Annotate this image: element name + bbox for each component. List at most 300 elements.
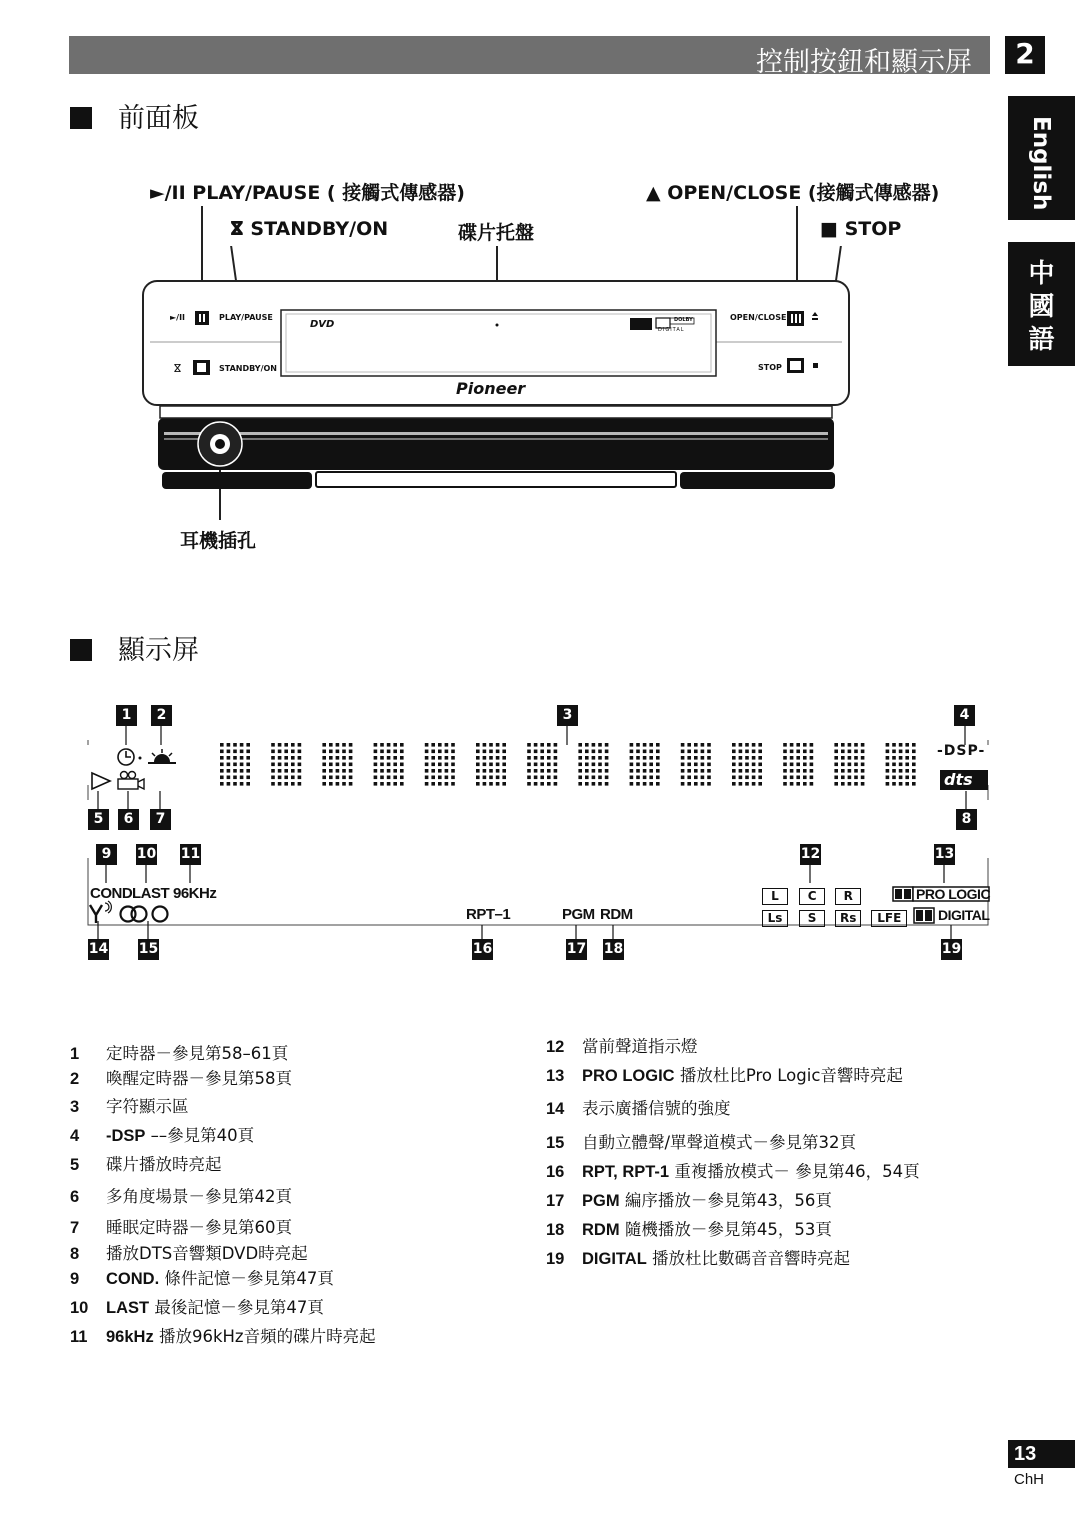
char-dot bbox=[592, 769, 596, 773]
char-dot bbox=[643, 776, 647, 780]
section-display: 顯示屏 bbox=[70, 628, 199, 667]
char-dot bbox=[554, 750, 558, 754]
char-dot bbox=[483, 750, 487, 754]
char-dot bbox=[605, 776, 609, 780]
legend-item-10 bbox=[70, 1294, 324, 1318]
char-dot bbox=[636, 763, 640, 767]
char-dot bbox=[643, 769, 647, 773]
char-dot bbox=[899, 756, 903, 760]
legend-text: 表示廣播信號的強度 bbox=[582, 1099, 731, 1118]
char-dot bbox=[534, 756, 538, 760]
char-dot bbox=[649, 756, 653, 760]
char-dot bbox=[796, 756, 800, 760]
char-dot bbox=[783, 782, 787, 786]
char-dot bbox=[585, 769, 589, 773]
char-dot bbox=[810, 776, 814, 780]
char-dot bbox=[739, 776, 743, 780]
char-dot bbox=[540, 750, 544, 754]
char-dot bbox=[694, 776, 698, 780]
channel-S: S bbox=[799, 910, 825, 927]
char-dot bbox=[400, 750, 404, 754]
char-dot bbox=[854, 776, 858, 780]
char-dot bbox=[554, 756, 558, 760]
char-dot bbox=[547, 750, 551, 754]
char-dot bbox=[649, 776, 653, 780]
char-dot bbox=[291, 756, 295, 760]
legend-text: 睡眠定時器－參見第60頁 bbox=[106, 1218, 292, 1237]
char-dot bbox=[554, 743, 558, 747]
char-dot bbox=[656, 776, 660, 780]
char-dot bbox=[278, 743, 282, 747]
char-dot bbox=[707, 776, 711, 780]
char-dot bbox=[810, 763, 814, 767]
char-dot bbox=[796, 743, 800, 747]
char-dot bbox=[554, 769, 558, 773]
legend-number: 1 bbox=[70, 1045, 80, 1063]
char-dot bbox=[732, 756, 736, 760]
char-dot bbox=[547, 769, 551, 773]
char-dot bbox=[752, 743, 756, 747]
char-dot bbox=[861, 743, 865, 747]
char-dot bbox=[687, 756, 691, 760]
char-dot bbox=[496, 776, 500, 780]
legend-bold: PRO LOGIC bbox=[582, 1067, 675, 1085]
char-dot bbox=[592, 750, 596, 754]
char-dot bbox=[732, 763, 736, 767]
char-dot bbox=[643, 750, 647, 754]
legend-bold: 96kHz bbox=[106, 1328, 154, 1346]
display-rdm: RDM bbox=[600, 906, 633, 923]
char-dot bbox=[656, 750, 660, 754]
char-dot bbox=[886, 756, 890, 760]
page-lang: ChH bbox=[1014, 1471, 1045, 1488]
char-dot bbox=[905, 750, 909, 754]
char-dot bbox=[387, 743, 391, 747]
char-dot bbox=[886, 763, 890, 767]
char-dot bbox=[643, 756, 647, 760]
char-dot bbox=[233, 769, 237, 773]
char-dot bbox=[445, 763, 449, 767]
char-dot bbox=[496, 763, 500, 767]
char-dot bbox=[336, 763, 340, 767]
char-dot bbox=[380, 750, 384, 754]
char-dot bbox=[886, 750, 890, 754]
char-dot bbox=[476, 782, 480, 786]
char-dot bbox=[649, 750, 653, 754]
legend-number: 19 bbox=[546, 1250, 565, 1268]
char-dot bbox=[598, 782, 602, 786]
char-dot bbox=[227, 743, 231, 747]
char-dot bbox=[810, 769, 814, 773]
char-dot bbox=[425, 743, 429, 747]
device-dolby-text: DOLBY bbox=[674, 317, 693, 323]
char-dot bbox=[739, 750, 743, 754]
char-dot bbox=[841, 756, 845, 760]
char-dot bbox=[425, 769, 429, 773]
char-dot bbox=[540, 756, 544, 760]
char-dot bbox=[233, 782, 237, 786]
legend-number: 9 bbox=[70, 1270, 80, 1288]
char-dot bbox=[547, 776, 551, 780]
char-dot bbox=[227, 782, 231, 786]
char-dot bbox=[240, 776, 244, 780]
char-dot bbox=[438, 756, 442, 760]
char-dot bbox=[656, 782, 660, 786]
char-dot bbox=[905, 763, 909, 767]
callout-17: 17 bbox=[566, 939, 587, 960]
char-dot bbox=[841, 769, 845, 773]
char-dot bbox=[687, 743, 691, 747]
char-dot bbox=[681, 756, 685, 760]
char-dot bbox=[233, 763, 237, 767]
char-dot bbox=[752, 756, 756, 760]
char-dot bbox=[438, 743, 442, 747]
char-dot bbox=[592, 756, 596, 760]
char-dot bbox=[790, 782, 794, 786]
char-dot bbox=[393, 750, 397, 754]
char-dot bbox=[605, 782, 609, 786]
char-dot bbox=[636, 776, 640, 780]
char-dot bbox=[636, 769, 640, 773]
legend-text: 編序播放－參見第43，56頁 bbox=[624, 1191, 832, 1210]
char-dot bbox=[810, 782, 814, 786]
char-dot bbox=[681, 776, 685, 780]
char-dot bbox=[841, 776, 845, 780]
char-dot bbox=[246, 743, 250, 747]
legend-item-11 bbox=[70, 1323, 376, 1347]
char-dot bbox=[329, 763, 333, 767]
legend-number: 7 bbox=[70, 1219, 80, 1237]
char-dot bbox=[687, 769, 691, 773]
display-digital: DIGITAL bbox=[938, 907, 990, 923]
char-dot bbox=[291, 763, 295, 767]
callout-14: 14 bbox=[88, 939, 109, 960]
char-dot bbox=[271, 750, 275, 754]
char-dot bbox=[240, 743, 244, 747]
char-dot bbox=[496, 782, 500, 786]
char-dot bbox=[592, 763, 596, 767]
char-dot bbox=[374, 776, 378, 780]
char-dot bbox=[322, 763, 326, 767]
char-dot bbox=[585, 782, 589, 786]
legend-bold: RDM bbox=[582, 1221, 620, 1239]
char-dot bbox=[246, 763, 250, 767]
char-dot bbox=[451, 782, 455, 786]
callout-7: 7 bbox=[150, 809, 171, 830]
char-dot bbox=[707, 782, 711, 786]
legend-text: 定時器－參見第58–61頁 bbox=[106, 1044, 289, 1063]
char-dot bbox=[220, 776, 224, 780]
char-dot bbox=[246, 782, 250, 786]
char-dot bbox=[758, 750, 762, 754]
char-dot bbox=[393, 776, 397, 780]
char-dot bbox=[739, 756, 743, 760]
char-dot bbox=[630, 763, 634, 767]
display-diagram bbox=[80, 725, 995, 965]
char-dot bbox=[745, 782, 749, 786]
char-dot bbox=[240, 782, 244, 786]
char-dot bbox=[701, 750, 705, 754]
char-dot bbox=[322, 769, 326, 773]
char-dot bbox=[912, 763, 916, 767]
char-dot bbox=[886, 743, 890, 747]
char-dot bbox=[796, 776, 800, 780]
char-dot bbox=[578, 750, 582, 754]
char-dot bbox=[220, 769, 224, 773]
callout-4: 4 bbox=[954, 705, 975, 726]
legend-text: ––參見第40頁 bbox=[150, 1126, 255, 1145]
char-dot bbox=[534, 776, 538, 780]
char-dot bbox=[886, 769, 890, 773]
legend-text: 最後記憶－參見第47頁 bbox=[154, 1298, 324, 1317]
char-dot bbox=[451, 776, 455, 780]
legend-item-13 bbox=[546, 1062, 903, 1086]
char-dot bbox=[739, 763, 743, 767]
legend-text: 自動立體聲/單聲道模式－參見第32頁 bbox=[582, 1133, 857, 1152]
char-dot bbox=[540, 743, 544, 747]
char-dot bbox=[854, 769, 858, 773]
char-dot bbox=[554, 782, 558, 786]
char-dot bbox=[841, 782, 845, 786]
char-dot bbox=[400, 776, 404, 780]
char-dot bbox=[483, 756, 487, 760]
tab-english[interactable]: English bbox=[1008, 96, 1075, 220]
char-dot bbox=[656, 763, 660, 767]
char-dot bbox=[752, 763, 756, 767]
char-dot bbox=[431, 769, 435, 773]
char-dot bbox=[451, 756, 455, 760]
char-dot bbox=[425, 750, 429, 754]
display-prologic: PRO LOGIC bbox=[916, 886, 991, 902]
legend-bold: DIGITAL bbox=[582, 1250, 647, 1268]
char-dot bbox=[278, 756, 282, 760]
legend-number: 12 bbox=[546, 1038, 565, 1056]
char-dot bbox=[349, 763, 353, 767]
char-dot bbox=[483, 782, 487, 786]
char-dot bbox=[540, 763, 544, 767]
char-dot bbox=[476, 763, 480, 767]
char-dot bbox=[322, 776, 326, 780]
char-dot bbox=[298, 743, 302, 747]
char-dot bbox=[630, 776, 634, 780]
char-dot bbox=[861, 782, 865, 786]
char-dot bbox=[284, 769, 288, 773]
label-stop: ■ STOP bbox=[820, 218, 902, 240]
char-dot bbox=[393, 763, 397, 767]
char-dot bbox=[271, 769, 275, 773]
char-dot bbox=[834, 756, 838, 760]
char-dot bbox=[400, 756, 404, 760]
char-dot bbox=[732, 776, 736, 780]
char-dot bbox=[803, 776, 807, 780]
char-dot bbox=[445, 776, 449, 780]
display-dts: dts bbox=[944, 770, 973, 789]
legend-number: 11 bbox=[70, 1328, 88, 1346]
char-dot bbox=[783, 750, 787, 754]
char-dot bbox=[387, 750, 391, 754]
char-dot bbox=[322, 743, 326, 747]
char-dot bbox=[905, 782, 909, 786]
char-dot bbox=[220, 763, 224, 767]
char-dot bbox=[431, 756, 435, 760]
display-dsp: -DSP- bbox=[937, 743, 986, 759]
char-dot bbox=[220, 756, 224, 760]
char-dot bbox=[445, 769, 449, 773]
char-dot bbox=[790, 756, 794, 760]
char-dot bbox=[233, 743, 237, 747]
legend-bold: RPT, RPT-1 bbox=[582, 1163, 670, 1181]
char-dot bbox=[598, 769, 602, 773]
char-dot bbox=[841, 743, 845, 747]
char-dot bbox=[534, 743, 538, 747]
char-dot bbox=[803, 756, 807, 760]
char-dot bbox=[489, 769, 493, 773]
char-dot bbox=[496, 743, 500, 747]
legend-item-6 bbox=[70, 1183, 292, 1207]
char-dot bbox=[701, 756, 705, 760]
char-dot bbox=[291, 750, 295, 754]
char-dot bbox=[342, 743, 346, 747]
char-dot bbox=[848, 769, 852, 773]
char-dot bbox=[534, 763, 538, 767]
char-dot bbox=[834, 769, 838, 773]
char-dot bbox=[790, 750, 794, 754]
char-dot bbox=[598, 756, 602, 760]
tab-chinese[interactable]: 中國語 bbox=[1008, 242, 1075, 366]
char-dot bbox=[854, 756, 858, 760]
char-dot bbox=[483, 776, 487, 780]
char-dot bbox=[298, 756, 302, 760]
char-dot bbox=[707, 743, 711, 747]
char-dot bbox=[732, 743, 736, 747]
legend-item-18 bbox=[546, 1216, 832, 1240]
char-dot bbox=[227, 763, 231, 767]
char-dot bbox=[707, 756, 711, 760]
char-dot bbox=[298, 782, 302, 786]
char-dot bbox=[387, 756, 391, 760]
char-dot bbox=[694, 763, 698, 767]
device-standby-text: STANDBY/ON bbox=[219, 364, 277, 373]
char-dot bbox=[502, 769, 506, 773]
char-dot bbox=[687, 782, 691, 786]
char-dot bbox=[400, 782, 404, 786]
char-dot bbox=[592, 743, 596, 747]
char-dot bbox=[502, 782, 506, 786]
char-dot bbox=[745, 756, 749, 760]
char-dot bbox=[656, 756, 660, 760]
char-dot bbox=[227, 769, 231, 773]
char-dot bbox=[489, 743, 493, 747]
char-dot bbox=[834, 763, 838, 767]
char-dot bbox=[578, 763, 582, 767]
legend-text: 播放96kHz音頻的碟片時亮起 bbox=[158, 1327, 376, 1346]
char-dot bbox=[905, 756, 909, 760]
char-dot bbox=[271, 776, 275, 780]
char-dot bbox=[476, 776, 480, 780]
char-dot bbox=[445, 750, 449, 754]
char-dot bbox=[527, 769, 531, 773]
char-dot bbox=[861, 763, 865, 767]
char-dot bbox=[810, 756, 814, 760]
char-dot bbox=[502, 743, 506, 747]
char-dot bbox=[374, 750, 378, 754]
char-dot bbox=[694, 769, 698, 773]
char-dot bbox=[220, 743, 224, 747]
char-dot bbox=[578, 756, 582, 760]
legend-number: 4 bbox=[70, 1127, 80, 1145]
char-dot bbox=[374, 756, 378, 760]
callout-10: 10 bbox=[136, 844, 157, 865]
char-dot bbox=[630, 750, 634, 754]
device-power-icon: ⴵ bbox=[174, 362, 181, 375]
legend-number: 3 bbox=[70, 1098, 80, 1116]
legend-item-16 bbox=[546, 1158, 920, 1182]
char-dot bbox=[322, 756, 326, 760]
char-dot bbox=[905, 776, 909, 780]
legend-bold: PGM bbox=[582, 1192, 620, 1210]
char-dot bbox=[707, 750, 711, 754]
legend-number: 15 bbox=[546, 1134, 565, 1152]
page-title: 控制按鈕和顯示屏 bbox=[756, 47, 972, 78]
char-dot bbox=[496, 756, 500, 760]
char-dot bbox=[298, 769, 302, 773]
char-dot bbox=[758, 743, 762, 747]
char-dot bbox=[380, 782, 384, 786]
char-dot bbox=[298, 776, 302, 780]
callout-16: 16 bbox=[472, 939, 493, 960]
char-dot bbox=[329, 769, 333, 773]
label-play-pause: ►/II PLAY/PAUSE ( 接觸式傳感器) bbox=[150, 182, 465, 204]
char-dot bbox=[681, 782, 685, 786]
char-dot bbox=[630, 756, 634, 760]
char-dot bbox=[227, 776, 231, 780]
legend-text: 碟片播放時亮起 bbox=[106, 1155, 222, 1174]
char-dot bbox=[649, 763, 653, 767]
char-dot bbox=[585, 743, 589, 747]
channel-Ls: Ls bbox=[762, 910, 788, 927]
char-dot bbox=[848, 756, 852, 760]
char-dot bbox=[329, 743, 333, 747]
char-dot bbox=[848, 763, 852, 767]
chapter-number: 2 bbox=[1005, 36, 1045, 74]
display-cond: COND. bbox=[90, 885, 136, 902]
char-dot bbox=[681, 769, 685, 773]
char-dot bbox=[336, 776, 340, 780]
char-dot bbox=[400, 743, 404, 747]
char-dot bbox=[298, 763, 302, 767]
device-brand-logo: Pioneer bbox=[456, 379, 526, 398]
channel-L: L bbox=[762, 888, 788, 905]
char-dot bbox=[322, 782, 326, 786]
char-dot bbox=[796, 763, 800, 767]
char-dot bbox=[271, 763, 275, 767]
char-dot bbox=[912, 782, 916, 786]
char-dot bbox=[578, 782, 582, 786]
char-dot bbox=[892, 743, 896, 747]
char-dot bbox=[630, 743, 634, 747]
char-dot bbox=[502, 756, 506, 760]
char-dot bbox=[387, 782, 391, 786]
char-dot bbox=[732, 782, 736, 786]
char-dot bbox=[656, 769, 660, 773]
char-dot bbox=[527, 776, 531, 780]
legend-item-1 bbox=[70, 1040, 288, 1064]
char-dot bbox=[694, 756, 698, 760]
char-dot bbox=[912, 756, 916, 760]
char-dot bbox=[220, 782, 224, 786]
char-dot bbox=[227, 750, 231, 754]
char-dot bbox=[425, 756, 429, 760]
